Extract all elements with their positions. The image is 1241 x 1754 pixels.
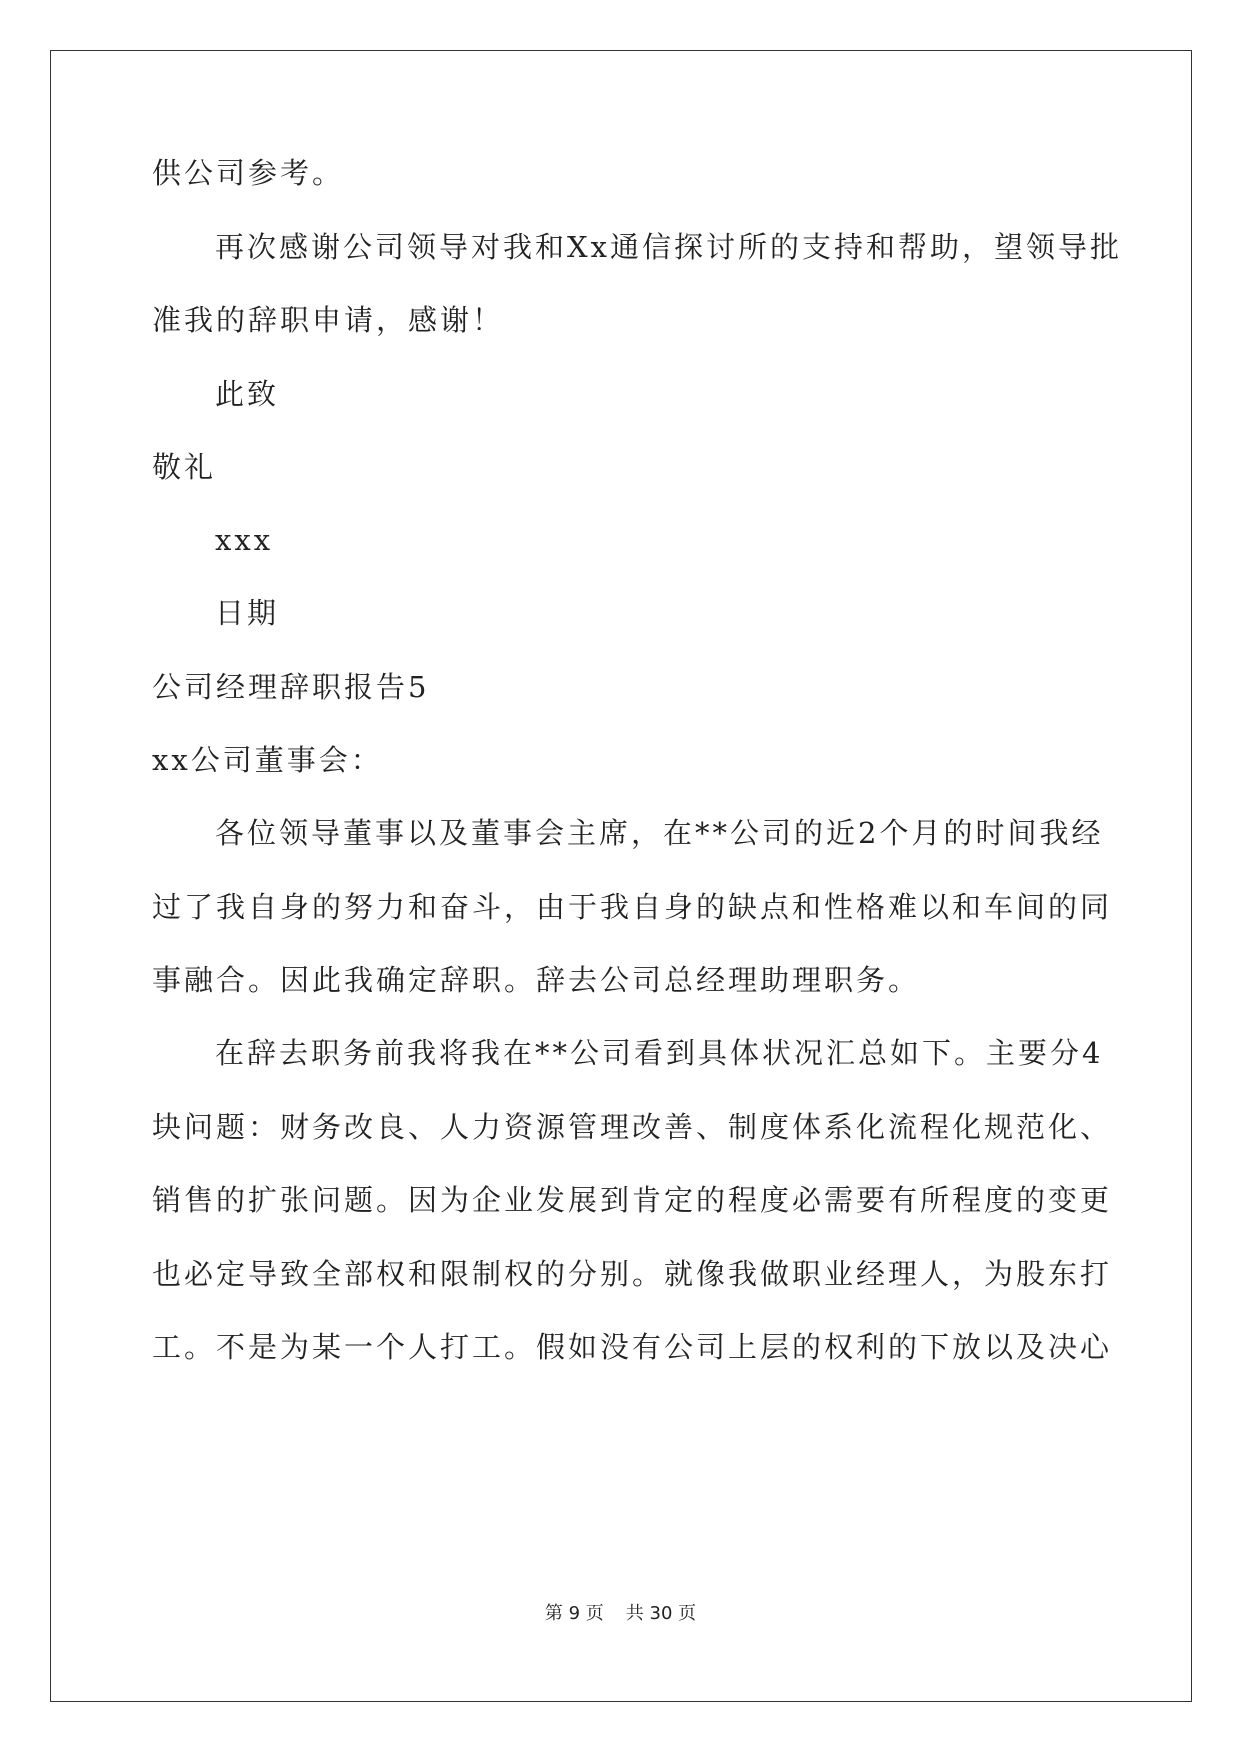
text-line: 工。不是为某一个人打工。假如没有公司上层的权利的下放以及决心 — [152, 1330, 1113, 1364]
text-line: 供公司参考。 — [152, 156, 345, 190]
signature-date: 日期 — [215, 596, 280, 630]
closing-regards: 敬礼 — [152, 450, 217, 484]
text-line: 块问题：财务改良、人力资源管理改善、制度体系化流程化规范化、 — [152, 1110, 1113, 1144]
section-title: 公司经理辞职报告5 — [152, 670, 430, 704]
text-line: 也必定导致全部权和限制权的分别。就像我做职业经理人，为股东打 — [152, 1257, 1113, 1291]
page-total: 共 30 页 — [625, 1603, 697, 1624]
text-line: 准我的辞职申请，感谢！ — [152, 303, 505, 337]
signature-name: xxx — [215, 523, 274, 557]
text-line: 销售的扩张问题。因为企业发展到肯定的程度必需要有所程度的变更 — [152, 1183, 1113, 1217]
page-border — [50, 50, 1192, 1702]
page-footer — [0, 1602, 1241, 1626]
text-line: 各位领导董事以及董事会主席，在**公司的近2个月的时间我经 — [215, 816, 1104, 850]
text-line: 在辞去职务前我将我在**公司看到具体状况汇总如下。主要分4 — [215, 1036, 1104, 1070]
text-line: 事融合。因此我确定辞职。辞去公司总经理助理职务。 — [152, 963, 921, 997]
text-line: 再次感谢公司领导对我和Xx通信探讨所的支持和帮助，望领导批 — [215, 230, 1123, 264]
addressee: xx公司董事会： — [152, 743, 383, 777]
closing-salutation: 此致 — [215, 377, 280, 411]
page-number: 第 9 页 — [544, 1603, 604, 1624]
text-line: 过了我自身的努力和奋斗，由于我自身的缺点和性格难以和车间的同 — [152, 890, 1113, 924]
